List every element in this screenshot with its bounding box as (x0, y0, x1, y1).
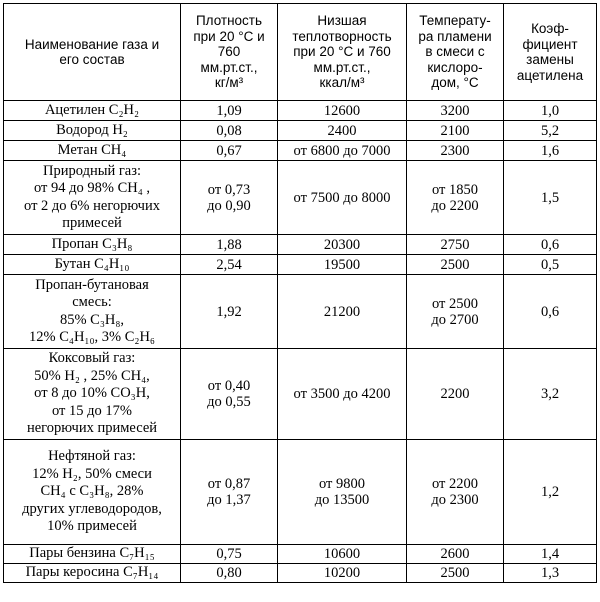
table-row (4, 121, 597, 141)
cell-acetylene-coefficient (504, 275, 597, 349)
cell-line: теплотворность (292, 28, 392, 44)
cell-flame-temperature (407, 255, 504, 275)
cell-line: до 0,90 (207, 197, 251, 214)
cell-density (181, 235, 278, 255)
cell-line: 2500 (440, 256, 470, 273)
cell-flame-temperature (407, 101, 504, 121)
cell-line: Бутан С₄Н₁₀ (54, 255, 130, 272)
cell-line: 50% Н₂ , 25% СН₄, (34, 367, 150, 384)
cell-line: Природный газ: (43, 162, 141, 179)
cell-line: 1,0 (540, 102, 560, 119)
cell-line: 85% С₃Н₈, (59, 311, 125, 328)
cell-line: от 15 до 17% (52, 402, 132, 419)
cell-density (181, 101, 278, 121)
header-heat-value (278, 4, 407, 101)
cell-heat-value (278, 121, 407, 141)
cell-line: до 2300 (431, 492, 479, 508)
cell-heat-value (278, 161, 407, 235)
cell-acetylene-coefficient (504, 440, 597, 545)
cell-acetylene-coefficient (504, 255, 597, 275)
cell-line: 0,6 (540, 236, 560, 253)
cell-line: 12600 (323, 102, 361, 119)
cell-line: 0,08 (216, 122, 242, 139)
cell-line: Пары бензина С₇Н₁₅ (29, 545, 155, 562)
cell-line: Плотность (195, 13, 263, 29)
cell-acetylene-coefficient (504, 101, 597, 121)
cell-flame-temperature (407, 349, 504, 440)
cell-line: от 6800 до 7000 (293, 142, 391, 159)
cell-gas-name (4, 440, 181, 545)
cell-line: смесь: (72, 294, 112, 310)
cell-line: замены (526, 52, 574, 67)
cell-line: мм.рт.ст., (200, 59, 258, 75)
header-gas-name (4, 4, 181, 101)
cell-gas-name (4, 161, 181, 235)
cell-density (181, 255, 278, 275)
header-density (181, 4, 278, 101)
cell-line: Метан СН₄ (57, 141, 127, 158)
cell-heat-value (278, 141, 407, 161)
cell-line: кислоро- (427, 59, 483, 75)
cell-line: 5,2 (540, 122, 560, 139)
cell-gas-name (4, 349, 181, 440)
cell-heat-value (278, 235, 407, 255)
cell-heat-value (278, 275, 407, 349)
cell-line: 2500 (440, 565, 470, 581)
cell-line: 1,4 (540, 546, 560, 562)
cell-flame-temperature (407, 235, 504, 255)
cell-gas-name (4, 275, 181, 349)
cell-density (181, 545, 278, 564)
cell-line: 10% примесей (47, 518, 137, 535)
cell-gas-name (4, 101, 181, 121)
cell-line: 2300 (440, 142, 470, 159)
cell-density (181, 440, 278, 545)
cell-flame-temperature (407, 564, 504, 583)
cell-line: от 9800 (318, 476, 366, 492)
cell-line: Водород Н₂ (56, 121, 128, 138)
gas-properties-table (3, 3, 597, 583)
cell-line: дом, °С (431, 75, 479, 91)
cell-line: 2600 (440, 546, 470, 562)
cell-line: от 3500 до 4200 (293, 386, 391, 402)
cell-line: до 1,37 (207, 492, 251, 508)
cell-line: Температу- (419, 13, 491, 29)
cell-acetylene-coefficient (504, 349, 597, 440)
cell-line: 3,2 (540, 386, 560, 402)
cell-flame-temperature (407, 440, 504, 545)
cell-line: СН₄ с С₃Н₈, 28% (40, 483, 144, 500)
cell-line: других углеводородов, (22, 500, 162, 517)
cell-line: от 8 до 10% СО₃Н, (34, 385, 150, 402)
cell-line: 1,88 (216, 236, 242, 253)
cell-line: от 1850 (431, 181, 479, 198)
cell-line: 2100 (440, 122, 470, 139)
cell-line: негорючих примесей (26, 420, 158, 437)
cell-line: 1,2 (540, 484, 560, 500)
cell-density (181, 161, 278, 235)
cell-flame-temperature (407, 545, 504, 564)
cell-gas-name (4, 235, 181, 255)
cell-line: от 2200 (431, 476, 479, 492)
cell-line: Коэф- (531, 21, 569, 36)
cell-gas-name (4, 121, 181, 141)
cell-acetylene-coefficient (504, 545, 597, 564)
cell-density (181, 121, 278, 141)
cell-line: 1,6 (540, 142, 560, 159)
cell-flame-temperature (407, 275, 504, 349)
cell-line: 1,92 (216, 303, 242, 320)
table-row (4, 161, 597, 235)
cell-line: 19500 (323, 256, 361, 273)
cell-line: 0,5 (540, 256, 560, 273)
cell-line: от 7500 до 8000 (293, 189, 391, 206)
table-row (4, 141, 597, 161)
cell-line: в смеси с (425, 44, 485, 60)
cell-gas-name (4, 141, 181, 161)
cell-heat-value (278, 349, 407, 440)
cell-acetylene-coefficient (504, 235, 597, 255)
cell-line: от 0,73 (207, 181, 251, 198)
cell-line: 12% Н₂, 50% смеси (32, 465, 152, 482)
cell-line: 2200 (440, 386, 470, 402)
cell-heat-value (278, 101, 407, 121)
cell-line: 0,67 (216, 142, 242, 159)
cell-line: кг/м³ (214, 75, 244, 91)
cell-gas-name (4, 255, 181, 275)
cell-line: 2,54 (216, 256, 242, 273)
header-flame-temperature (407, 4, 504, 101)
cell-line: при 20 °С и 760 (293, 44, 391, 60)
cell-line: 0,6 (540, 303, 560, 320)
table-row (4, 235, 597, 255)
cell-line: 3200 (440, 102, 470, 119)
cell-flame-temperature (407, 121, 504, 141)
cell-flame-temperature (407, 161, 504, 235)
cell-line: его состав (59, 52, 125, 67)
cell-line: до 2200 (431, 197, 479, 214)
cell-line: 2750 (440, 236, 470, 253)
cell-line: 1,09 (216, 102, 242, 119)
cell-heat-value (278, 255, 407, 275)
cell-acetylene-coefficient (504, 564, 597, 583)
cell-line: Коксовый газ: (48, 350, 136, 367)
cell-line: Пары керосина С₇Н₁₄ (25, 564, 159, 581)
cell-acetylene-coefficient (504, 161, 597, 235)
cell-acetylene-coefficient (504, 121, 597, 141)
cell-line: до 13500 (314, 492, 370, 508)
cell-line: 10200 (323, 565, 361, 581)
cell-line: ккал/м³ (319, 75, 365, 91)
cell-gas-name (4, 545, 181, 564)
header-acetylene-coefficient (504, 4, 597, 101)
cell-line: ацетилена (516, 67, 584, 83)
cell-line: ра пламени (418, 28, 492, 44)
cell-line: от 94 до 98% СН₄ , (33, 180, 151, 196)
cell-line: 760 (217, 44, 241, 60)
cell-line: до 2700 (431, 311, 479, 328)
cell-flame-temperature (407, 141, 504, 161)
cell-line: Пропан С₃Н₈ (51, 235, 133, 252)
cell-heat-value (278, 564, 407, 583)
cell-line: Низшая (317, 13, 367, 29)
cell-acetylene-coefficient (504, 141, 597, 161)
cell-heat-value (278, 545, 407, 564)
cell-line: 0,75 (216, 546, 242, 562)
table-row (4, 440, 597, 545)
cell-line: 21200 (323, 303, 361, 320)
table-row (4, 564, 597, 583)
cell-line: от 0,87 (207, 476, 251, 492)
cell-density (181, 564, 278, 583)
cell-line: Пропан-бутановая (35, 276, 149, 293)
cell-line: Нефтяной газ: (48, 448, 136, 465)
cell-line: до 0,55 (207, 394, 251, 410)
cell-line: 1,5 (540, 189, 560, 206)
cell-density (181, 275, 278, 349)
table-row (4, 275, 597, 349)
cell-line: от 2 до 6% негорючих (24, 197, 160, 214)
cell-gas-name (4, 564, 181, 583)
cell-line: 20300 (323, 236, 361, 253)
cell-line: 12% С₄Н₁₀, 3% С₂Н₆ (29, 329, 155, 345)
cell-line: от 0,40 (207, 378, 251, 394)
cell-line: 1,3 (540, 565, 560, 581)
cell-line: 0,80 (216, 565, 242, 581)
cell-line: Наименование газа и (24, 36, 160, 52)
cell-line: примесей (62, 215, 122, 231)
table-row (4, 349, 597, 440)
cell-line: при 20 °С и (193, 28, 265, 44)
table-row (4, 101, 597, 121)
cell-line: от 2500 (431, 295, 479, 312)
cell-density (181, 349, 278, 440)
table-row (4, 255, 597, 275)
cell-heat-value (278, 440, 407, 545)
cell-line: 2400 (327, 122, 357, 139)
header-row (4, 4, 597, 101)
cell-line: мм.рт.ст., (313, 59, 371, 75)
cell-line: Ацетилен С₂Н₂ (44, 101, 140, 118)
cell-density (181, 141, 278, 161)
cell-line: 10600 (323, 546, 361, 562)
table-row (4, 545, 597, 564)
cell-line: фициент (522, 36, 578, 52)
